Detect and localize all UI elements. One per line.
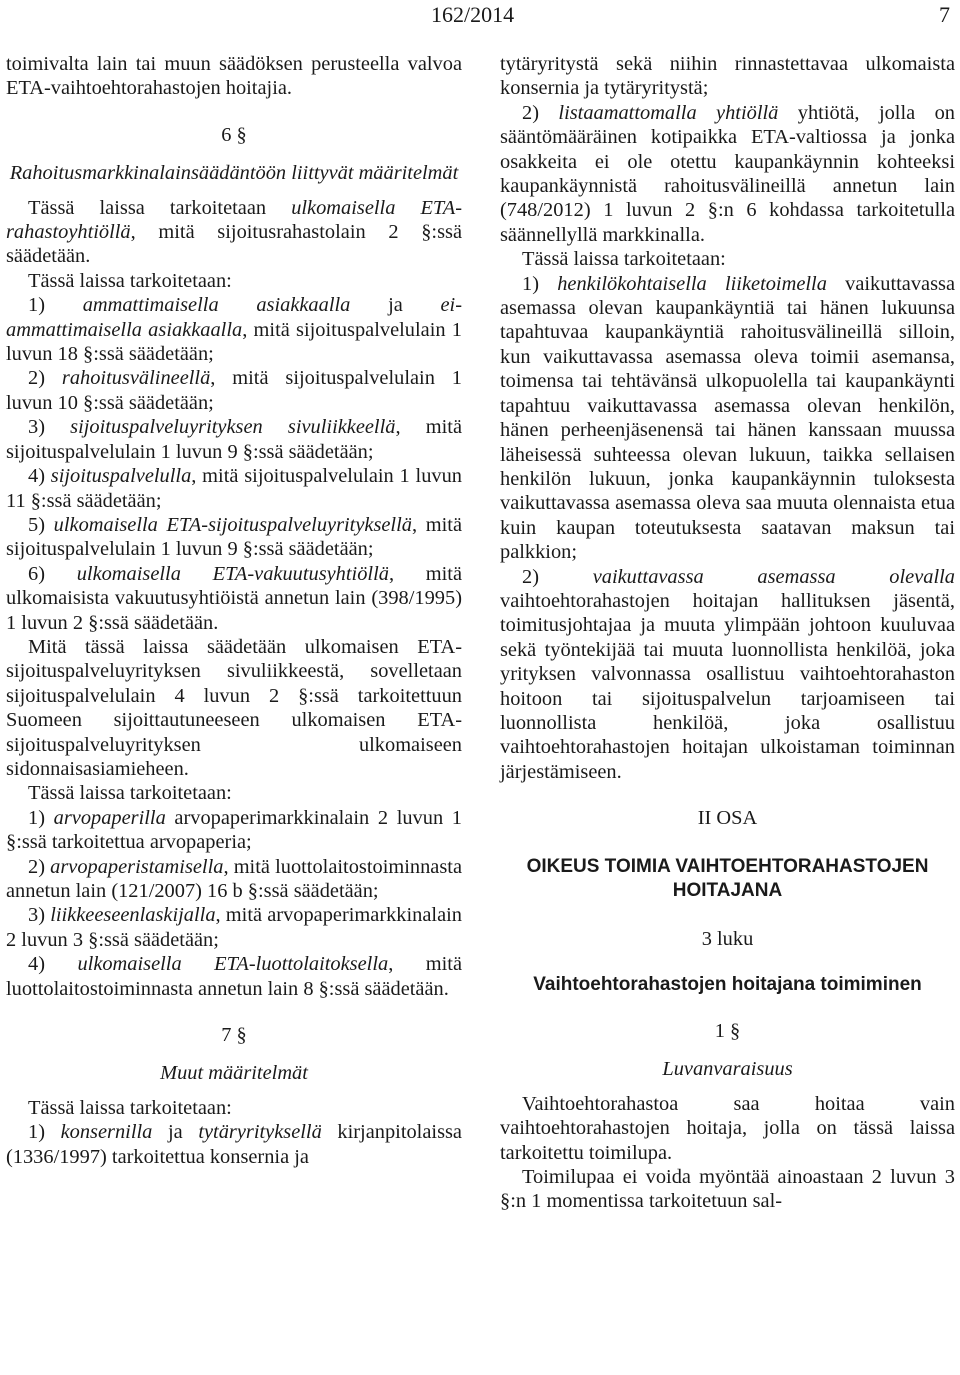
- defined-term: ulkomaisella ETA-luottolaitoksella: [77, 953, 389, 976]
- section-title: Muut määritelmät: [160, 1062, 308, 1085]
- defined-term: ulkomaisella ETA-sijoituspalveluyrityksellä: [53, 513, 412, 536]
- paragraph: Vaihtoehtorahastoa saa hoitaa vain vaihtoehtorahastojen hoitaja, jolla on tässä laissa tarkoitettu toimilupa.: [500, 1092, 955, 1164]
- defined-term: sijoituspalvelulla: [50, 465, 192, 488]
- defined-term: ulkomaisella ETA-rahastoyhtiöllä: [6, 196, 462, 244]
- list-item: 1) ammattimaisella asiakkaalla ja ei-ammattimaisella asiakkaalla, mitä sijoituspalvelulain 1 luvun 18 §:ssä säädetään;: [6, 294, 463, 366]
- paragraph: Tässä laissa tarkoitetaan:: [28, 782, 232, 805]
- defined-term: henkilökohtaisella liiketoimella: [557, 272, 827, 295]
- paragraph: Tässä laissa tarkoitetaan:: [522, 248, 726, 271]
- section-number: 6 §: [221, 123, 247, 146]
- part-heading: II OSA: [697, 807, 758, 830]
- list-item: 2) arvopaperistamisella, mitä luottolaitostoiminnasta annetun lain (121/2007) 16 b §:ssä säädetään;: [6, 855, 462, 902]
- chapter-title: Vaihtoehtorahastojen hoitajana toimiminen: [533, 974, 922, 995]
- part-title: OIKEUS TOIMIA VAIHTOEHTORAHASTOJEN HOITAJANA: [526, 855, 929, 901]
- defined-term: arvopaperistamisella: [50, 855, 224, 878]
- list-item: 2) listaamattomalla yhtiöllä yhtiötä, jolla on sääntömääräinen kotipaikka ETA-valtiossa ja jonka osakkeita ei ole otettu kaupankäynnin kohteeksi kaupankäynnistä rahoitusvälineillä annetun lain (748/2012) 1 luvun 2 §:n 6 kohdassa tarkoitetulla säännellyllä markkinalla.: [500, 101, 955, 246]
- list-item: 1) konsernilla ja tytäryrityksellä kirjanpitolaissa (1336/1997) tarkoitettua konsernia ja: [6, 1121, 462, 1168]
- defined-term: vaikuttavassa asemassa olevalla: [592, 565, 955, 588]
- right-column: [500, 52, 955, 1214]
- defined-term: arvopaperilla: [53, 806, 166, 829]
- list-item: 5) ulkomaisella ETA-sijoituspalveluyrityksellä, mitä sijoituspalvelulain 1 luvun 9 §:ssä säädetään;: [6, 513, 462, 561]
- defined-term: rahoitusvälineellä: [61, 367, 211, 390]
- defined-term: liikkeeseenlaskijalla: [50, 904, 216, 927]
- list-item: 6) ulkomaisella ETA-vakuutusyhtiöllä, mitä ulkomaisista vakuutusyhtiöistä annetun lain (398/1995) 1 luvun 2 §:ssä säädetään.: [6, 562, 462, 634]
- list-item: 4) ulkomaisella ETA-luottolaitoksella, mitä luottolaitostoiminnasta annetun lain 8 §:ssä säädetään.: [6, 953, 462, 1000]
- paragraph: Mitä tässä laissa säädetään ulkomaisen ETA-sijoituspalveluyrityksen sivuliikkeestä, sovelletaan sijoituspalvelulain 4 luvun 2 §:ssä tarkoitettuun Suomeen sijoittautuneeseen ulkomaisen ETA-sijoituspalveluyrityksen ulkomaiseen sidonnaisasiamieheen.: [6, 635, 462, 780]
- section-number: 1 §: [714, 1020, 741, 1042]
- list-item: 2) rahoitusvälineellä, mitä sijoituspalvelulain 1 luvun 10 §:ssä säädetään;: [6, 367, 463, 414]
- section-number: 7 §: [221, 1024, 247, 1047]
- list-item: 3) sijoituspalveluyrityksen sivuliikkeellä, mitä sijoituspalvelulain 1 luvun 9 §:ssä säädetään;: [6, 416, 462, 463]
- defined-term: ulkomaisella ETA-vakuutusyhtiöllä: [76, 562, 389, 585]
- chapter-heading: 3 luku: [701, 927, 754, 950]
- list-item: 3) liikkeeseenlaskijalla, mitä arvopaperimarkkinalain 2 luvun 3 §:ssä säädetään;: [6, 904, 462, 951]
- left-column: [6, 52, 462, 1169]
- section-title: Luvanvaraisuus: [662, 1058, 793, 1081]
- paragraph: Tässä laissa tarkoitetaan:: [28, 269, 232, 292]
- paragraph: Toimilupaa ei voida myöntää ainoastaan 2 luvun 3 §:n 1 momentissa tarkoitetuun sal-: [500, 1166, 955, 1213]
- paragraph: Tässä laissa tarkoitetaan ulkomaisella ETA-rahastoyhtiöllä, mitä sijoitusrahastolain 2 §:ssä säädetään.: [6, 196, 462, 268]
- list-item: 4) sijoituspalvelulla, mitä sijoituspalvelulain 1 luvun 11 §:ssä säädetään;: [6, 465, 462, 512]
- paragraph: tytäryritystä sekä niihin rinnastettavaa ulkomaista konsernia ja tytäryritystä;: [500, 53, 955, 100]
- defined-term: listaamattomalla yhtiöllä: [558, 101, 779, 124]
- document-number: 162/2014: [431, 2, 515, 27]
- defined-term: ammattimaisella asiakkaalla: [82, 294, 351, 317]
- paragraph: Tässä laissa tarkoitetaan:: [28, 1096, 232, 1119]
- list-item: 1) henkilökohtaisella liiketoimella vaikuttavassa asemassa olevan kaupankäyntiä tai hänen lukuunsa tapahtuvaa kaupankäyntiä rahoitusvälineillä silloin, kun vaikuttavassa asemassa oleva toimii asemansa, toimensa tai tehtävänsä ulkopuolella tai kaupankäynti tapahtuu vaikuttavassa asemassa olevan henkilön, hänen perheenjäsenensä tai hänen kanssaan muussa läheisessä suhteessa olevan lukuun, taikka sellaisen henkilön lukuun, jonka kaupankäynnin tuloksesta vaikuttavassa asemassa oleva saa muuta olennaista etua kuin kaupan toteutuksesta saatavan maksun tai palkkion;: [500, 272, 955, 564]
- page-number: 7: [939, 2, 950, 27]
- defined-term: sijoituspalveluyrityksen sivuliikkeellä: [70, 416, 396, 439]
- page-header: [0, 0, 960, 30]
- list-item: 2) vaikuttavassa asemassa olevalla vaihtoehtorahastojen hoitajan hallituksen jäsentä, toimitusjohtajaa ja muuta ylimpään johtoon kuuluvaa sekä työntekijää tai muuta luonnollista henkilöä, joka yrityksen valvonnassa osallistuu vaihtoehtorahaston hoitoon tai sijoituspalvelun tarjoamiseen tai luonnollista henkilöä, joka osallistuu vaihtoehtorahastojen hoitajan ulkoistaman toiminnan järjestämiseen.: [500, 565, 955, 783]
- list-item: 1) arvopaperilla arvopaperimarkkinalain 2 luvun 1 §:ssä tarkoitettua arvopaperia;: [6, 806, 462, 854]
- defined-term: ei-ammattimaisella asiakkaalla: [6, 294, 462, 341]
- defined-term: tytäryrityksellä: [198, 1121, 322, 1144]
- section-title: Rahoitusmarkkinalainsäädäntöön liittyvät määritelmät: [9, 162, 459, 185]
- defined-term: konsernilla: [60, 1121, 153, 1144]
- paragraph: toimivalta lain tai muun säädöksen perusteella valvoa ETA-vaihtoehtorahastojen hoitajia.: [6, 53, 462, 100]
